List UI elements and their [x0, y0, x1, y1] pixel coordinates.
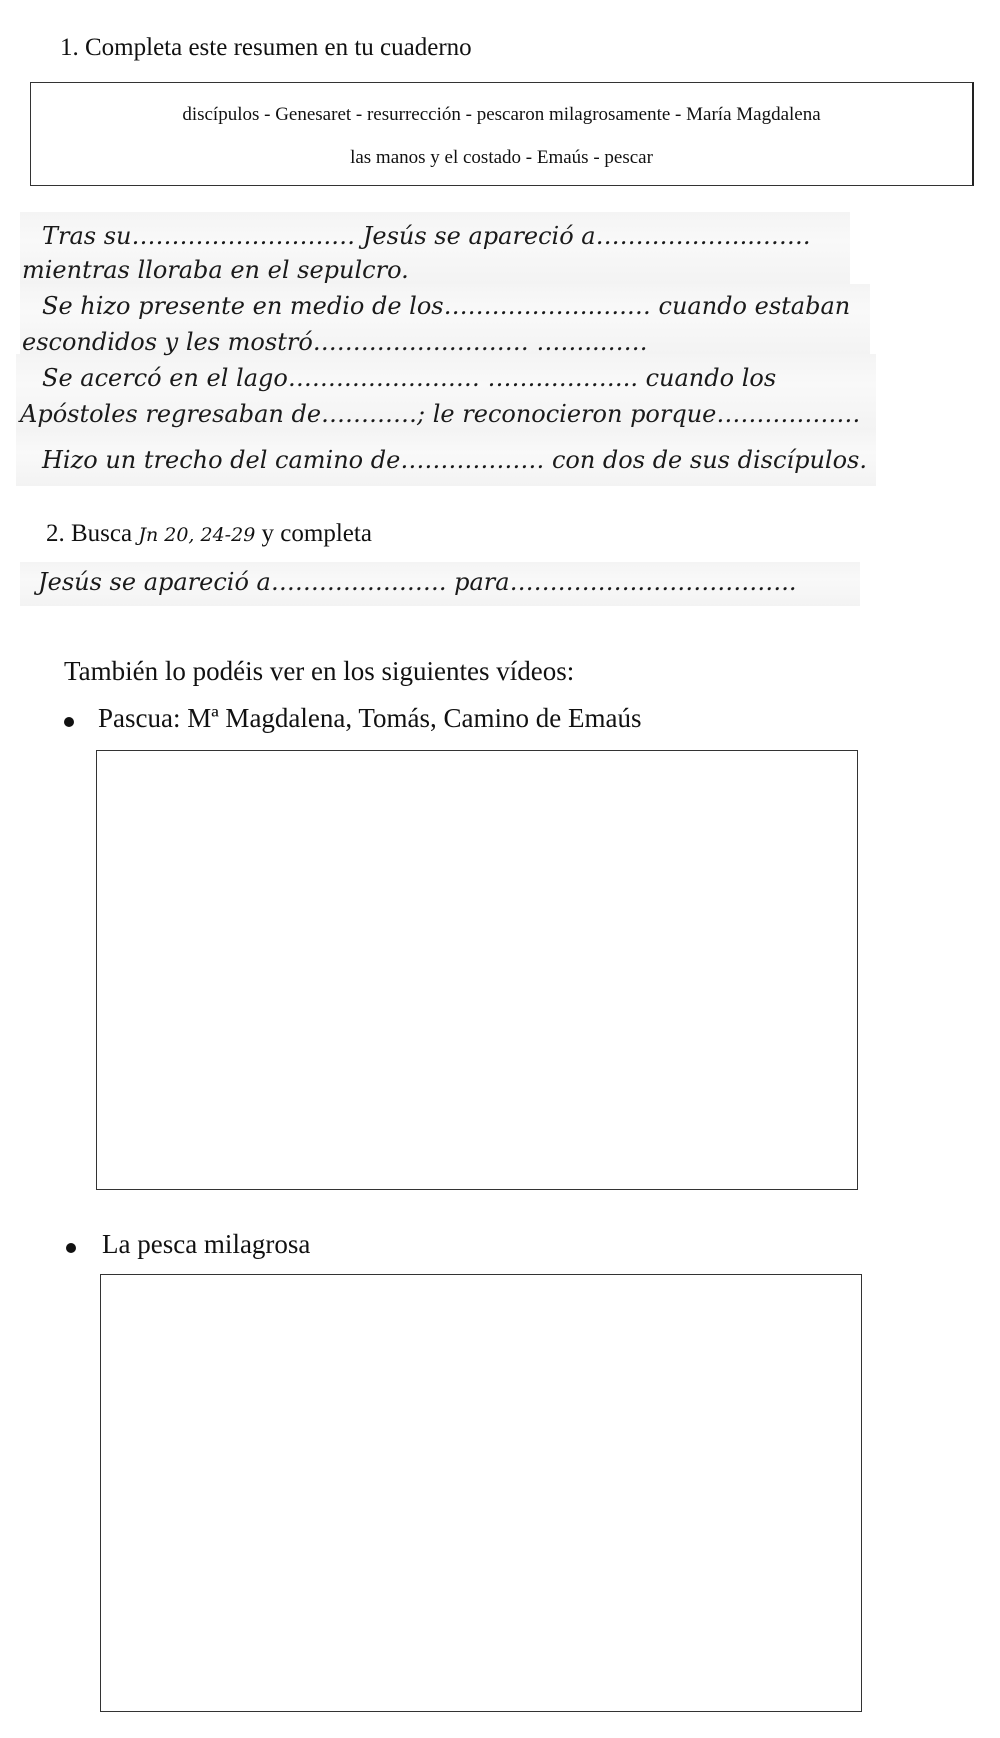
video-2-embed[interactable]: [100, 1274, 862, 1712]
video-1-label: Pascua: Mª Magdalena, Tomás, Camino de Emaús: [98, 703, 642, 733]
word-bank-line-2: las manos y el costado - Emaús - pescar: [350, 147, 653, 168]
bullet-icon: [64, 717, 74, 727]
word-bank-box: [30, 82, 974, 186]
question-1-title: 1. Completa este resumen en tu cuaderno: [60, 34, 472, 61]
question-2-title: [46, 520, 372, 548]
word-bank-line-1: discípulos - Genesaret - resurrección - pescaron milagrosamente - María Magdalena: [182, 104, 821, 125]
bullet-icon: [66, 1243, 76, 1253]
summary-line-1: Tras su…………………….… Jesús se apareció a………………..…….: [42, 222, 811, 250]
summary-line-7: Hizo un trecho del camino de……………… con dos de sus discípulos.: [42, 446, 867, 474]
bible-reference: Jn 20, 24-29: [138, 524, 256, 546]
summary-line-5: Se acercó en el lago…………………… ……..……….. cuando los: [42, 364, 777, 392]
video-2-label: La pesca milagrosa: [102, 1229, 311, 1259]
summary-line-6: Apóstoles regresaban de…………; le reconocieron porque………………: [20, 400, 861, 428]
videos-intro: También lo podéis ver en los siguientes vídeos:: [64, 656, 575, 686]
summary-line-2: mientras lloraba en el sepulcro.: [22, 256, 409, 284]
summary-line-4: escondidos y les mostró……………………… ……..……: [22, 328, 648, 356]
summary-line-3: Se hizo presente en medio de los……………….….… cuando estaban: [42, 292, 851, 320]
question-2-answer-line: Jesús se apareció a…………………. para…………….………………..: [38, 568, 797, 596]
question-2-prefix: 2. Busca: [46, 520, 139, 547]
video-1-embed[interactable]: [96, 750, 858, 1190]
question-2-suffix: y completa: [255, 520, 372, 547]
